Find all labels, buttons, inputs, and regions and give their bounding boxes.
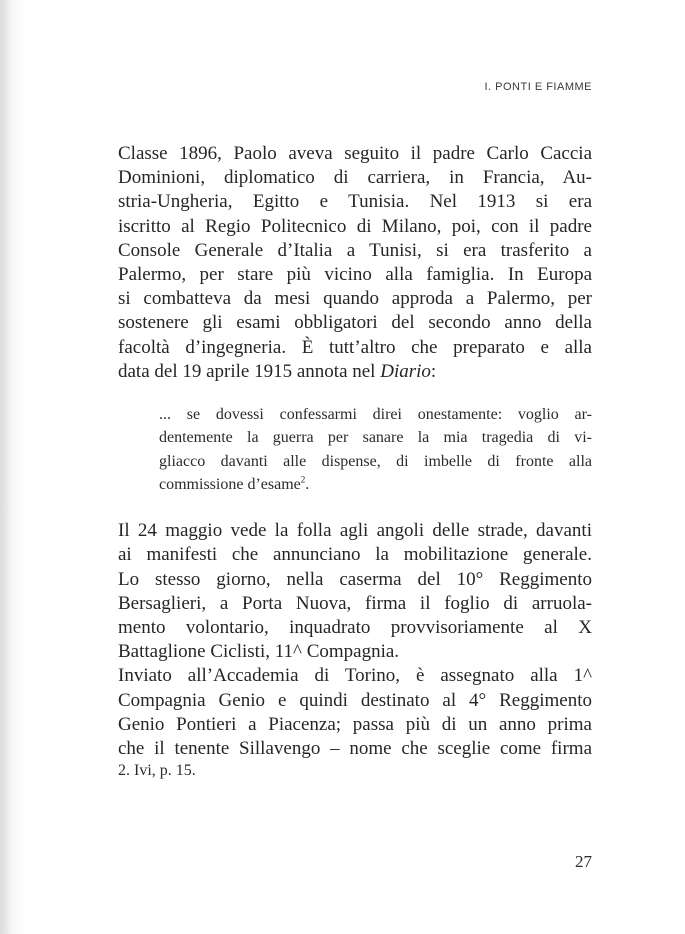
paragraph-3 — [118, 664, 592, 761]
text-line — [118, 360, 592, 384]
page-gutter-shadow — [0, 0, 12, 934]
page-number: 27 — [575, 852, 592, 871]
footnote-reference: 2 — [300, 474, 306, 485]
text-line: Compagnia Genio e quindi destinato al 4° Reggimento — [118, 689, 592, 711]
text-line: ai manifesti che annunciano la mobilitazione generale. — [118, 544, 592, 566]
text-line: mento volontario, inquadrato provvisoriamente al X — [118, 617, 592, 639]
text-line: facoltà d’ingegneria. È tutt’altro che preparato e alla — [118, 336, 592, 358]
text-line: che il tenente Sillavengo – nome che sceglie come firma — [118, 738, 592, 760]
paragraph-1 — [118, 142, 592, 384]
paragraph-2 — [118, 519, 592, 664]
quote-line: dentemente la guerra per sanare la mia tragedia di vi- — [159, 429, 592, 447]
text-line: Genio Pontieri a Piacenza; passa più di un anno prima — [118, 713, 592, 735]
text-run: : — [430, 360, 437, 382]
text-line: Il 24 maggio vede la folla agli angoli delle strade, davanti — [118, 520, 592, 542]
text-line: stria-Ungheria, Egitto e Tunisia. Nel 1913 si era — [118, 191, 592, 213]
quote-line: ... se dovessi confessarmi direi onestamente: voglio ar- — [159, 406, 592, 424]
text-run: . — [305, 475, 310, 493]
diario-title: Diario — [380, 360, 431, 382]
text-line: Lo stesso giorno, nella caserma del 10° Reggimento — [118, 568, 592, 590]
text-run: data del 19 aprile 1915 annota nel — [118, 360, 381, 382]
text-run: commissione d’esame — [159, 475, 301, 493]
text-line: si combatteva da mesi quando approda a Palermo, per — [118, 288, 592, 310]
text-line: Classe 1896, Paolo aveva seguito il padre Carlo Caccia — [118, 143, 592, 164]
running-head: I. PONTI E FIAMME — [484, 81, 592, 93]
body-text — [118, 142, 592, 761]
text-line: Palermo, per stare più vicino alla famiglia. In Europa — [118, 264, 592, 286]
block-quote — [118, 403, 592, 496]
text-line: Battaglione Ciclisti, 11^ Compagnia. — [118, 641, 400, 663]
text-line: iscritto al Regio Politecnico di Milano, poi, con il padre — [118, 215, 592, 237]
text-line: Dominioni, diplomatico di carriera, in Francia, Au- — [118, 167, 592, 189]
quote-line: gliacco davanti alle dispense, di imbelle di fronte alla — [159, 452, 592, 470]
text-line: Inviato all’Accademia di Torino, è assegnato alla 1^ — [118, 665, 592, 687]
text-line: sostenere gli esami obbligatori del secondo anno della — [118, 312, 592, 334]
text-line: Console Generale d’Italia a Tunisi, si era trasferito a — [118, 239, 592, 261]
text-line: Bersaglieri, a Porta Nuova, firma il foglio di arruola- — [118, 592, 592, 614]
quote-line — [159, 473, 592, 496]
footnote: 2. Ivi, p. 15. — [118, 762, 196, 779]
